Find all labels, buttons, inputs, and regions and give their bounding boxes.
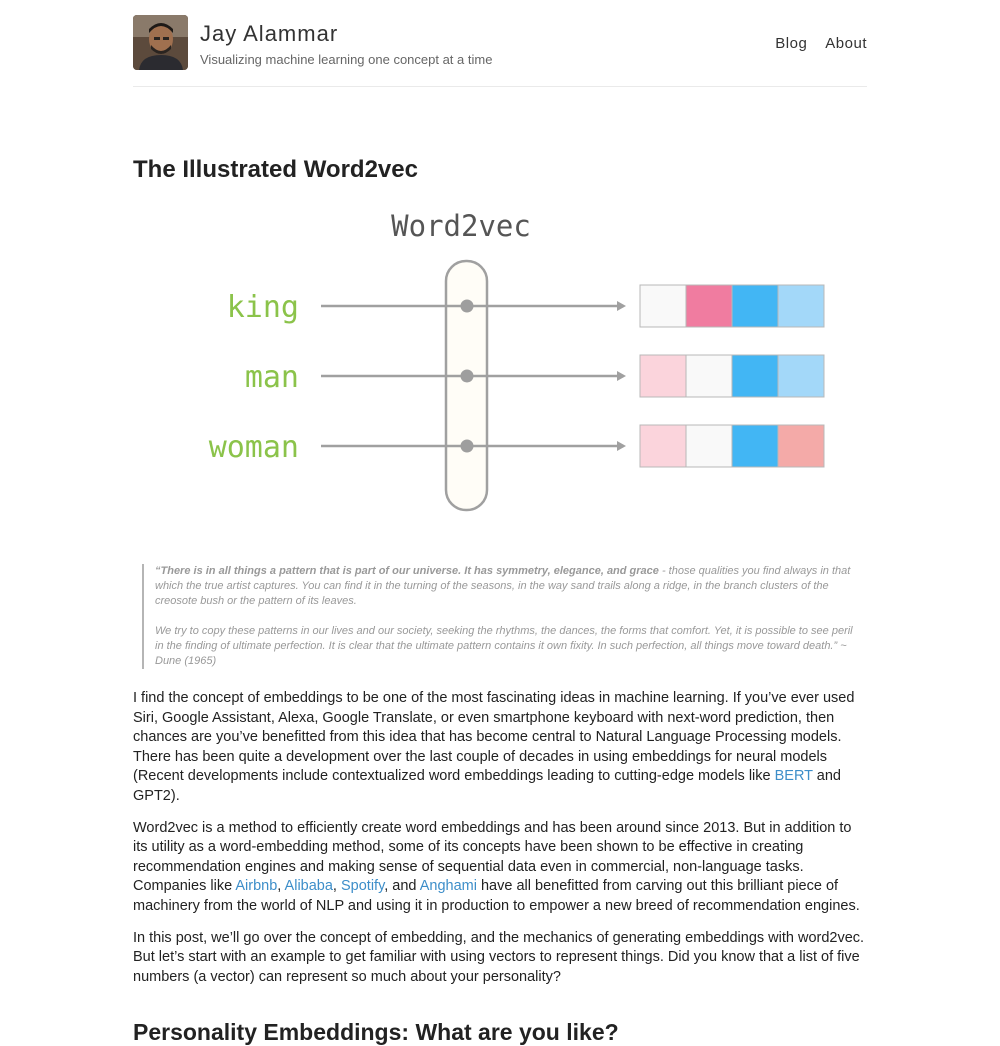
nav-about-link[interactable]: About (825, 35, 867, 52)
embedding-cell (640, 425, 686, 467)
site-header (133, 0, 867, 87)
arrow-head-icon (617, 371, 626, 381)
arrow-head-icon (617, 301, 626, 311)
paragraph-1-text-end: and GPT2). (133, 768, 841, 804)
site-title[interactable]: Jay Alammar (200, 21, 339, 46)
bert-link[interactable]: BERT (774, 768, 813, 785)
embedding-cell (686, 425, 732, 467)
embedding-cell (640, 285, 686, 327)
main-nav (775, 0, 867, 52)
figure-title: Word2vec (391, 210, 531, 243)
embedding-cell (732, 285, 778, 327)
section-heading: Personality Embeddings: What are you like? (133, 1019, 619, 1046)
post-body (133, 689, 867, 987)
node-dot (461, 440, 474, 453)
anghami-link[interactable]: Anghami (419, 878, 477, 895)
embedding-cell (778, 355, 824, 397)
separator: , (332, 878, 341, 895)
embedding-cell (686, 355, 732, 397)
spotify-link[interactable]: Spotify (340, 878, 385, 895)
word-label-king: king (226, 290, 299, 325)
embedding-cell (732, 425, 778, 467)
quote-text-1: - those qualities you find always in that which the true artist captures. You can find it in the turning of the seasons, in the way sand trails along a ridge, in the branch clusters of the creosote bush or the pattern of its leaves. (155, 565, 851, 607)
paragraph-2-text-end: have all benefitted from carving out this brilliant piece of machinery from the world of NLP and using it in production to empower a new breed of recommendation engines. (133, 878, 860, 914)
quote-text-2: We try to copy these patterns in our lives and our society, seeking the rhythms, the dances, the forms that comfort. Yet, it is possible to see peril in the finding of ultimate perfection. It is clear that the ultimate pattern contains it own fixity. In such perfection, all things move toward death.” ~ Dune (1965) (155, 625, 853, 667)
brand (133, 0, 492, 70)
word-label-man: man (244, 360, 299, 395)
word2vec-figure (133, 210, 867, 530)
separator: , (277, 878, 285, 895)
embedding-cell (640, 355, 686, 397)
airbnb-link[interactable]: Airbnb (235, 878, 278, 895)
embedding-cell (686, 285, 732, 327)
embedding-cell (778, 425, 824, 467)
separator: , and (384, 878, 420, 895)
node-dot (461, 300, 474, 313)
post-title: The Illustrated Word2vec (133, 156, 418, 183)
author-avatar[interactable] (133, 15, 188, 70)
paragraph-1 (133, 689, 867, 807)
paragraph-2 (133, 819, 867, 917)
paragraph-3: In this post, we’ll go over the concept of embedding, and the mechanics of generating embeddings with word2vec. But let’s start with an example to get familiar with using vectors to represent things. Did you know that a list of five numbers (a vector) can represent so much about your personality? (133, 929, 865, 985)
alibaba-link[interactable]: Alibaba (284, 878, 333, 895)
model-capsule (446, 261, 487, 510)
dune-quote (142, 564, 867, 669)
embedding-cell (778, 285, 824, 327)
quote-bold-text: “There is in all things a pattern that is part of our universe. It has symmetry, elegance, and grace (155, 565, 659, 577)
embedding-cell (732, 355, 778, 397)
node-dot (461, 370, 474, 383)
site-tagline: Visualizing machine learning one concept at a time (200, 52, 493, 67)
paragraph-1-text: I find the concept of embeddings to be one of the most fascinating ideas in machine learning. If you’ve ever used Siri, Google Assistant, Alexa, Google Translate, or even smartphone keyboard with next-word prediction, then chances are you’ve benefitted from this idea that has become central to Natural Language Processing models. There has been quite a development over the last couple of decades in using embeddings for neural models (Recent developments include contextualized word embeddings leading to cutting-edge models like (133, 690, 855, 785)
nav-blog-link[interactable]: Blog (775, 35, 808, 52)
word-label-woman: woman (208, 430, 299, 465)
paragraph-2-text: Word2vec is a method to efficiently create word embeddings and has been around since 2013. But in addition to its utility as a word-embedding method, some of its concepts have been shown to be effective in creating recommendation engines and making sense of sequential data even in commercial, non-language tasks. Companies like (133, 819, 852, 895)
arrow-head-icon (617, 441, 626, 451)
